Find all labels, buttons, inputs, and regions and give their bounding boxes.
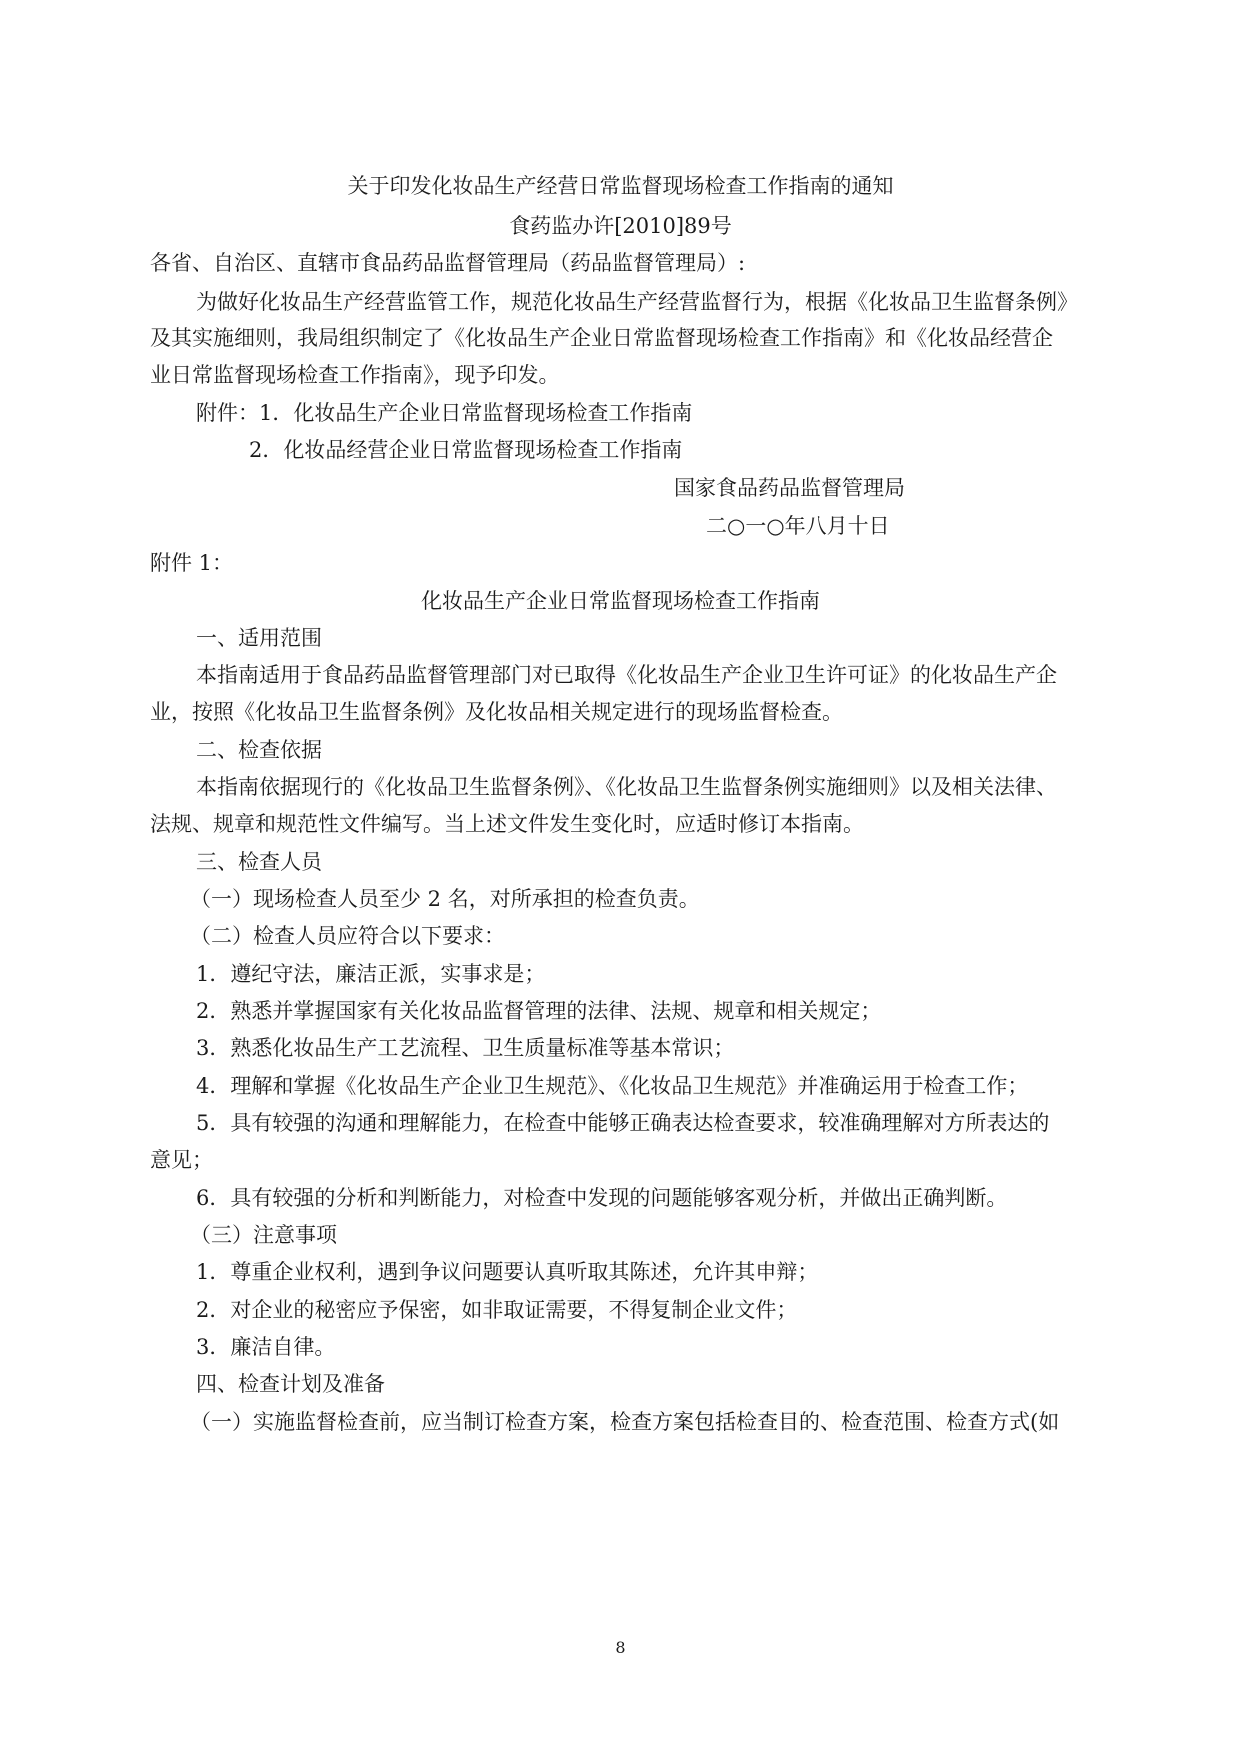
paragraph-line: 本指南依据现行的《化妆品卫生监督条例》、《化妆品卫生监督条例实施细则》以及相关法律、 [196, 775, 1057, 799]
list-item: 意见； [150, 1148, 213, 1172]
section-heading: 四、检查计划及准备 [196, 1372, 385, 1396]
annex-title: 化妆品生产企业日常监督现场检查工作指南 [421, 589, 820, 613]
paragraph-line: 业，按照《化妆品卫生监督条例》及化妆品相关规定进行的现场监督检查。 [150, 700, 843, 724]
doc-number: 食药监办许[2010]89号 [509, 214, 732, 238]
body-line: 业日常监督现场检查工作指南》，现予印发。 [150, 363, 560, 387]
salutation: 各省、自治区、直辖市食品药品监督管理局（药品监督管理局）: [150, 251, 746, 275]
section-heading: 一、适用范围 [196, 626, 322, 650]
list-item: 2．熟悉并掌握国家有关化妆品监督管理的法律、法规、规章和相关规定； [196, 999, 882, 1023]
attachment-item: 附件：1．化妆品生产企业日常监督现场检查工作指南 [196, 401, 693, 425]
issuer: 国家食品药品监督管理局 [674, 476, 905, 500]
list-item: 1．尊重企业权利，遇到争议问题要认真听取其陈述，允许其申辩； [196, 1260, 819, 1284]
attachment-item: 2．化妆品经营企业日常监督现场检查工作指南 [249, 438, 683, 462]
paragraph-line: （一）现场检查人员至少 2 名，对所承担的检查负责。 [190, 887, 700, 911]
body-line: 为做好化妆品生产经营监管工作，规范化妆品生产经营监督行为，根据《化妆品卫生监督条例》 [196, 290, 1078, 314]
list-item: 1．遵纪守法，廉洁正派，实事求是； [196, 962, 546, 986]
issue-date: 二○一○年八月十日 [706, 514, 890, 538]
paragraph-line: （一）实施监督检查前，应当制订检查方案，检查方案包括检查目的、检查范围、检查方式(如 [190, 1410, 1060, 1434]
list-item: 6．具有较强的分析和判断能力，对检查中发现的问题能够客观分析，并做出正确判断。 [196, 1186, 1008, 1210]
paragraph-line: （二）检查人员应符合以下要求： [190, 924, 505, 948]
list-item: 5．具有较强的沟通和理解能力，在检查中能够正确表达检查要求，较准确理解对方所表达的 [196, 1111, 1050, 1135]
list-item: 2．对企业的秘密应予保密，如非取证需要，不得复制企业文件； [196, 1298, 798, 1322]
list-item: 3．熟悉化妆品生产工艺流程、卫生质量标准等基本常识； [196, 1036, 735, 1060]
paragraph-line: 本指南适用于食品药品监督管理部门对已取得《化妆品生产企业卫生许可证》的化妆品生产企 [196, 663, 1057, 687]
paragraph-line: （三）注意事项 [190, 1223, 337, 1247]
notice-title: 关于印发化妆品生产经营日常监督现场检查工作指南的通知 [347, 174, 894, 198]
list-item: 3．廉洁自律。 [196, 1335, 336, 1359]
section-heading: 三、检查人员 [196, 850, 322, 874]
body-line: 及其实施细则，我局组织制定了《化妆品生产企业日常监督现场检查工作指南》和《化妆品经营企 [150, 326, 1053, 350]
section-heading: 二、检查依据 [196, 738, 322, 762]
page-number: 8 [615, 1638, 626, 1657]
paragraph-line: 法规、规章和规范性文件编写。当上述文件发生变化时，应适时修订本指南。 [150, 812, 864, 836]
list-item: 4．理解和掌握《化妆品生产企业卫生规范》、《化妆品卫生规范》并准确运用于检查工作； [196, 1074, 1029, 1098]
annex-label: 附件 1： [150, 551, 234, 575]
